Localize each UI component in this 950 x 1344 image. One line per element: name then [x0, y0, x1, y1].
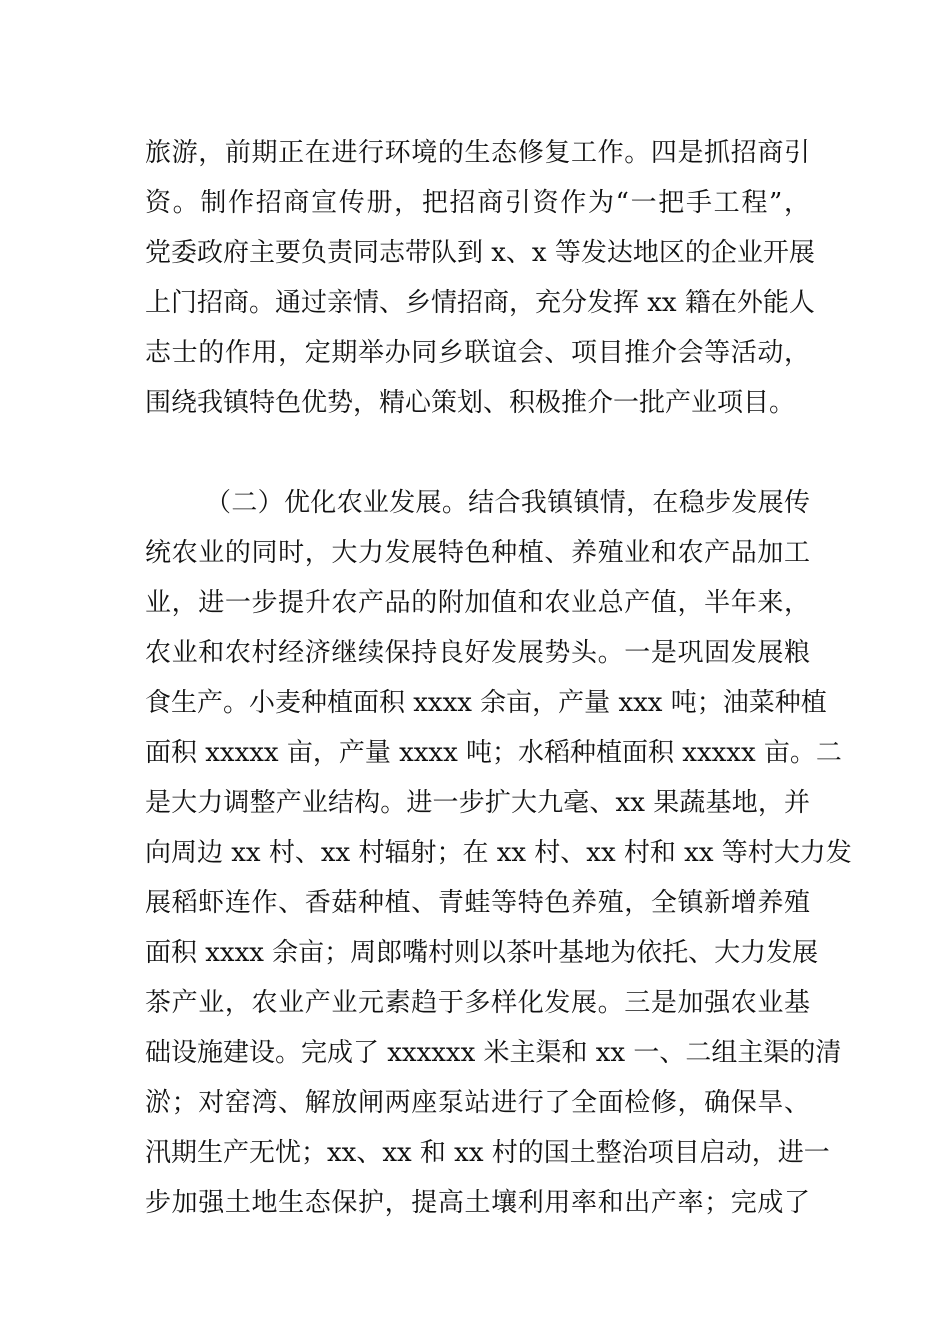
- text-line: 淤；对窑湾、解放闸两座泵站进行了全面检修，确保旱、: [145, 1088, 810, 1118]
- text-line: 汛期生产无忧；xx、xx 和 xx 村的国土整治项目启动，进一: [145, 1138, 830, 1168]
- text-line: 志士的作用，定期举办同乡联谊会、项目推介会等活动，: [145, 338, 810, 368]
- text-line: 茶产业，农业产业元素趋于多样化发展。三是加强农业基: [145, 988, 810, 1018]
- text-line: 业，进一步提升农产品的附加值和农业总产值，半年来，: [145, 588, 810, 618]
- text-line: 围绕我镇特色优势，精心策划、积极推介一批产业项目。: [145, 388, 796, 418]
- text-line: 展稻虾连作、香菇种植、青蛙等特色养殖，全镇新增养殖: [145, 888, 810, 918]
- text-line: 食生产。小麦种植面积 xxxx 余亩，产量 xxx 吨；油菜种植: [145, 688, 827, 718]
- text-line: 是大力调整产业结构。进一步扩大九毫、xx 果蔬基地，并: [145, 788, 810, 818]
- text-line: 面积 xxxx 余亩；周郎嘴村则以茶叶基地为依托、大力发展: [145, 938, 819, 968]
- text-line: 旅游，前期正在进行环境的生态修复工作。四是抓招商引: [145, 138, 810, 168]
- text-line: 础设施建设。完成了 xxxxxx 米主渠和 xx 一、二组主渠的清: [145, 1038, 842, 1068]
- text-line: 上门招商。通过亲情、乡情招商，充分发挥 xx 籍在外能人: [145, 288, 815, 318]
- text-line: 面积 xxxxx 亩，产量 xxxx 吨；水稻种植面积 xxxxx 亩。二: [145, 738, 842, 768]
- text-line: 统农业的同时，大力发展特色种植、养殖业和农产品加工: [145, 538, 810, 568]
- text-line: 步加强土地生态保护，提高土壤利用率和出产率；完成了: [145, 1188, 810, 1218]
- text-line: 农业和农村经济继续保持良好发展势头。一是巩固发展粮: [145, 638, 810, 668]
- section-heading-line: （二）优化农业发展。结合我镇镇情，在稳步发展传: [205, 488, 810, 518]
- text-line: 资。制作招商宣传册，把招商引资作为“一把手工程”，: [145, 188, 810, 218]
- text-line: 党委政府主要负责同志带队到 x、x 等发达地区的企业开展: [145, 238, 815, 268]
- text-line: 向周边 xx 村、xx 村辐射；在 xx 村、xx 村和 xx 等村大力发: [145, 838, 852, 868]
